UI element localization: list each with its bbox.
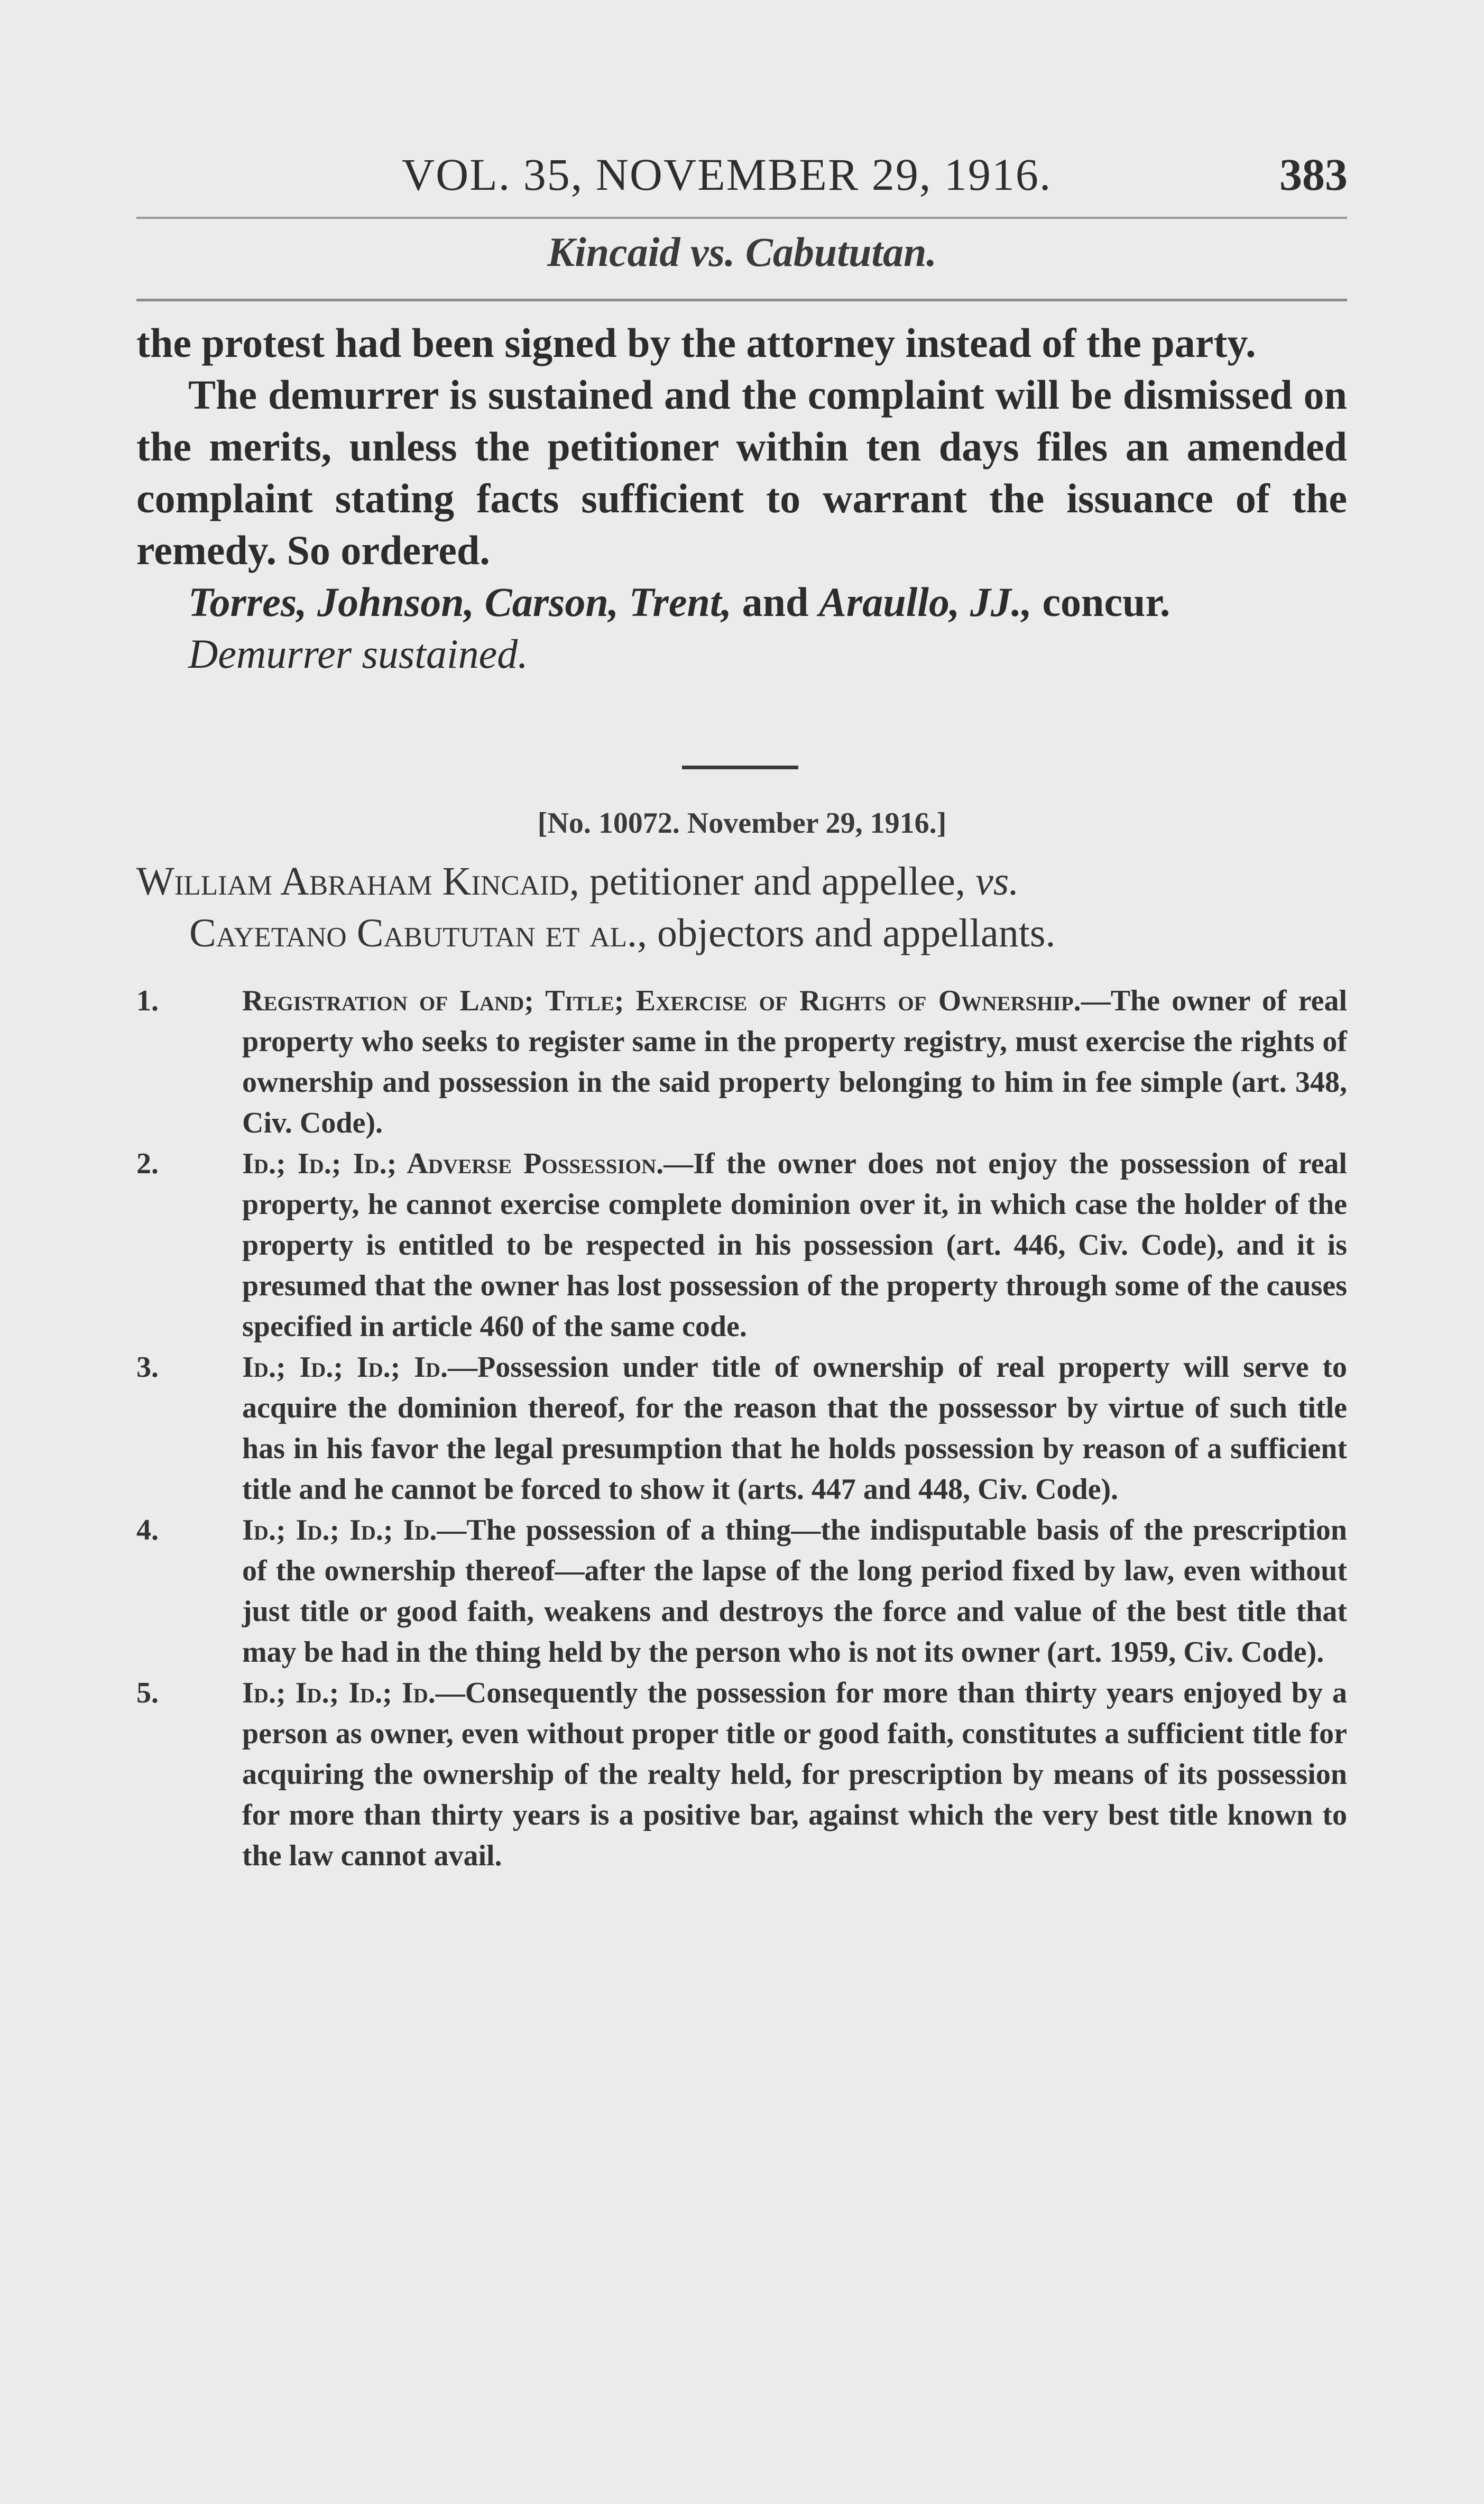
concurrence-line	[136, 576, 1347, 628]
section-divider	[682, 766, 798, 769]
syllabus	[136, 981, 1347, 1876]
syllabus-text: —Possession under title of ownership of real property will serve to acquire the dominion thereof, for the reason that the possessor by virtue of such title has in his favor the legal presumption that he holds possession by reason of a sufficient title and he cannot be forced to show it (arts. 447 and 448, Civ. Code).	[242, 1351, 1347, 1506]
syllabus-item	[136, 981, 1347, 1144]
running-header	[0, 148, 1484, 206]
syllabus-text: —If the owner does not enjoy the possession of real property, he cannot exercise complete dominion over it, in which case the holder of the property is entitled to be respected in his possession (art. 446, Civ. Code), and it is presumed that the owner has lost possession of the property through some of the causes specified in article 460 of the same code.	[242, 1147, 1347, 1343]
syllabus-item	[136, 1144, 1347, 1347]
syllabus-number: 5.	[136, 1677, 159, 1709]
versus: vs.	[975, 859, 1019, 904]
concur-word: concur.	[1042, 579, 1170, 625]
case-running-title: Kincaid vs. Cabututan.	[547, 229, 937, 275]
syllabus-item	[136, 1673, 1347, 1876]
paragraph-continuation: the protest had been signed by the attorney instead of the party.	[136, 320, 1256, 366]
petitioner-role: petitioner and appellee,	[589, 859, 966, 904]
concurring-justice-last: Araullo, JJ.,	[818, 579, 1032, 625]
syllabus-text: —The owner of real property who seeks to register same in the property registry, must exercise the rights of ownership and possession in the said property belonging to him in fee simple (art. 348, Civ. Code).	[242, 984, 1348, 1139]
syllabus-number: 4.	[136, 1514, 159, 1546]
syllabus-heading: Registration of Land; Title; Exercise of Rights of Ownership.	[242, 984, 1081, 1017]
syllabus-heading: Id.; Id.; Id.; Id.	[242, 1514, 437, 1546]
syllabus-number: 3.	[136, 1351, 159, 1384]
case-title-rule	[136, 299, 1347, 301]
paragraph-order: The demurrer is sustained and the complaint will be dismissed on the merits, unless the petitioner within ten days files an amended complaint stating facts sufficient to warrant the issuance of the remedy. So ordered.	[136, 372, 1347, 573]
syllabus-heading: Id.; Id.; Id.; Id.	[242, 1677, 436, 1709]
prior-case-text	[136, 317, 1347, 680]
syllabus-heading: Id.; Id.; Id.; Id.	[242, 1351, 448, 1384]
page-number: 383	[1279, 149, 1348, 200]
syllabus-text: —The possession of a thing—the indisputable basis of the prescription of the ownership thereof—after the lapse of the long period fixed by law, even without just title or good faith, weakens and destroys the force and value of the best title that may be had in the thing held by the person who is not its owner (art. 1959, Civ. Code).	[242, 1514, 1347, 1669]
syllabus-number: 1.	[136, 984, 159, 1017]
respondent-name: Cayetano Cabututan et al.,	[189, 911, 648, 955]
parties-line-1	[136, 855, 1347, 907]
case-number-line: [No. 10072. November 29, 1916.]	[537, 807, 947, 840]
concur-and: and	[742, 579, 809, 625]
syllabus-item	[136, 1510, 1347, 1673]
case-parties	[136, 855, 1347, 959]
running-title: VOL. 35, NOVEMBER 29, 1916.	[402, 149, 1052, 200]
syllabus-number: 2.	[136, 1147, 159, 1180]
concurring-justices: Torres, Johnson, Carson, Trent,	[188, 579, 732, 625]
header-rule	[136, 217, 1347, 219]
syllabus-item	[136, 1347, 1347, 1510]
disposition: Demurrer sustained.	[188, 631, 528, 677]
syllabus-text: —Consequently the possession for more than thirty years enjoyed by a person as owner, even without proper title or good faith, constitutes a sufficient title for acquiring the ownership of the realty held, for prescription by means of its possession for more than thirty years is a positive bar, against which the very best title known to the law cannot avail.	[242, 1677, 1348, 1872]
petitioner-name: William Abraham Kincaid,	[136, 859, 579, 904]
parties-line-2	[136, 907, 1347, 959]
syllabus-heading: Id.; Id.; Id.; Adverse Possession.	[242, 1147, 664, 1180]
respondent-role: objectors and appellants.	[657, 911, 1056, 955]
